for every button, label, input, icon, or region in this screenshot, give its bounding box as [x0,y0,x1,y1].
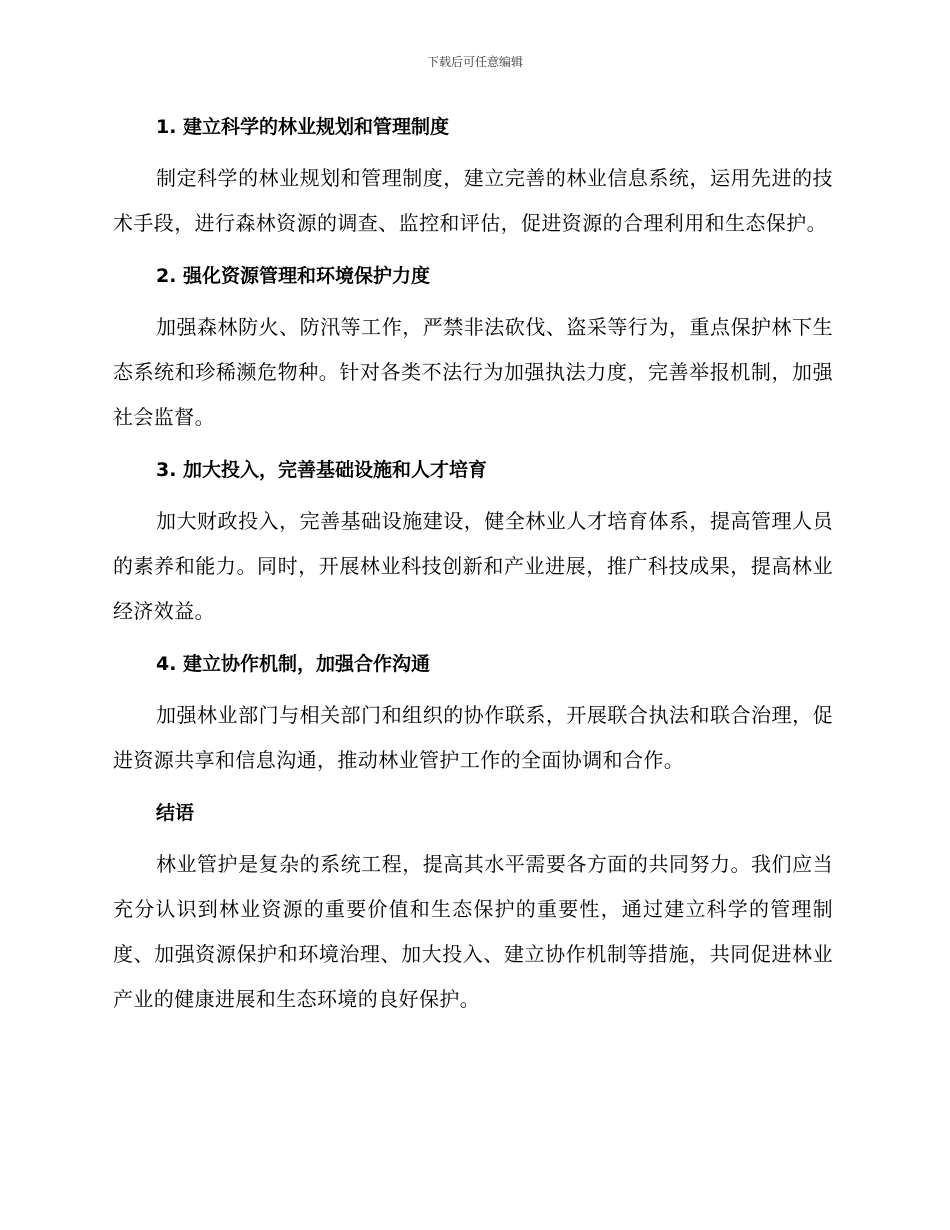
document-body [113,110,833,1022]
section-heading-2: 2. 强化资源管理和环境保护力度 [156,265,431,287]
page-header-note: 下载后可任意编辑 [426,55,523,69]
section-heading-4: 4. 建立协作机制，加强合作沟通 [156,653,431,675]
conclusion-paragraph: 林业管护是复杂的系统工程，提高其水平需要各方面的共同努力。我们应当充分认识到林业资源的重要价值和生态保护的重要性，通过建立科学的管理制度、加强资源保护和环境治理、加大投入、建立协作机制等措施，共同促进林业产业的健康进展和生态环境的良好保护。 [113,852,833,1011]
section-paragraph-2: 加强森林防火、防汛等工作，严禁非法砍伐、盗采等行为，重点保护林下生态系统和珍稀濒危物种。针对各类不法行为加强执法力度，完善举报机制，加强社会监督。 [113,315,833,429]
section-paragraph-3: 加大财政投入，完善基础设施建设，健全林业人才培育体系，提高管理人员的素养和能力。同时，开展林业科技创新和产业进展，推广科技成果，提高林业经济效益。 [113,509,833,623]
conclusion-heading: 结语 [156,802,195,824]
section-paragraph-1: 制定科学的林业规划和管理制度，建立完善的林业信息系统，运用先进的技术手段，进行森林资源的调查、监控和评估，促进资源的合理利用和生态保护。 [113,166,833,235]
section-paragraph-4: 加强林业部门与相关部门和组织的协作联系，开展联合执法和联合治理，促进资源共享和信息沟通，推动林业管护工作的全面协调和合作。 [113,703,833,772]
section-heading-3: 3. 加大投入，完善基础设施和人才培育 [156,459,488,481]
section-heading-1: 1. 建立科学的林业规划和管理制度 [156,116,450,138]
